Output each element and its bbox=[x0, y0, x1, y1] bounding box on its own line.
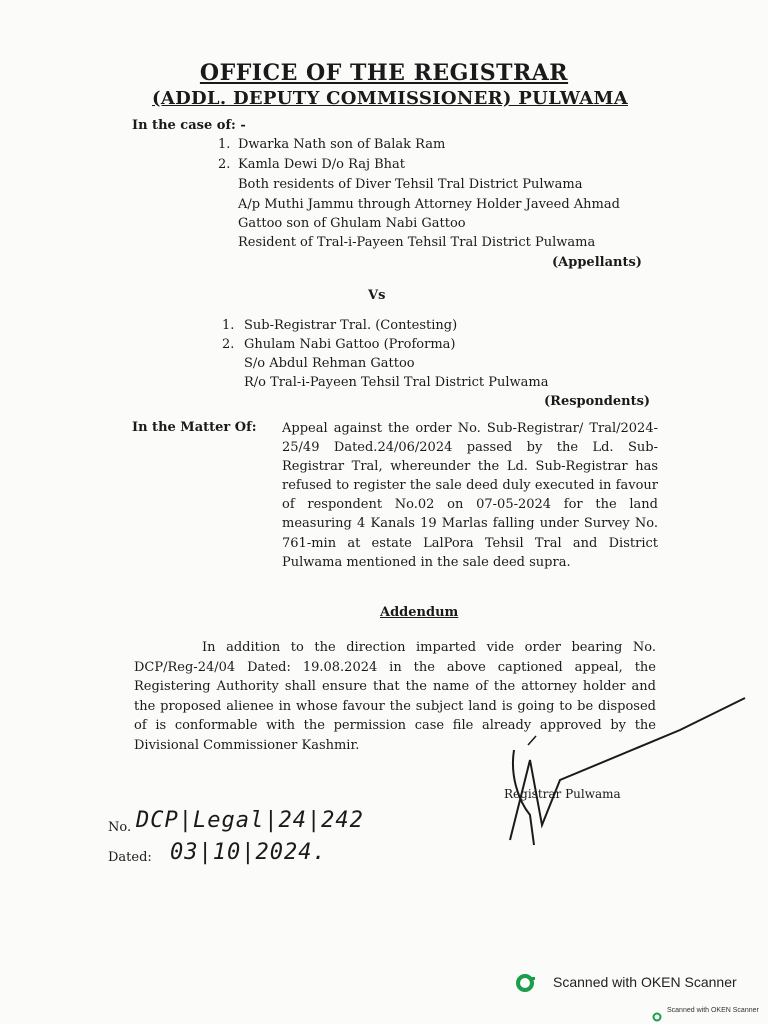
addendum-body: In addition to the direction imparted vide order bearing No. DCP/Reg-24/04 Dated: 19.08.2024 in the above captioned appeal, the Registering Authority shall ensure that the name of the attorney holder and the proposed alienee in whose favour the subject land is going to be disposed of is conformable with the permission case file already approved by the Divisional Commissioner Kashmir. bbox=[134, 640, 656, 753]
appellant-1-num: 1. bbox=[218, 137, 231, 152]
versus-label: Vs bbox=[368, 288, 386, 303]
scanner-watermark: Scanned with OKEN Scanner bbox=[553, 974, 737, 990]
case-label: In the case of: - bbox=[132, 118, 246, 133]
respondent-address-line: R/o Tral-i-Payeen Tehsil Tral District Pulwama bbox=[244, 375, 549, 390]
addendum-heading: Addendum bbox=[380, 605, 459, 620]
respondent-2-name: Ghulam Nabi Gattoo (Proforma) bbox=[244, 337, 456, 352]
signature-mark bbox=[470, 690, 760, 860]
matter-label: In the Matter Of: bbox=[132, 420, 257, 435]
matter-text: Appeal against the order No. Sub-Registrar/ Tral/2024-25/49 Dated.24/06/2024 passed by the Ld. Sub-Registrar Tral, whereunder the Ld. Sub-Registrar has refused to register the sale deed duly executed in favour of respondent No.02 on 07-05-2024 for the land measuring 4 Kanals 19 Marlas falling under Survey No. 761-min at estate LalPora Tehsil Tral and District Pulwama mentioned in the sale deed supra. bbox=[282, 421, 658, 570]
appellant-2-name: Kamla Dewi D/o Raj Bhat bbox=[238, 157, 406, 172]
oken-logo-icon bbox=[516, 973, 536, 993]
dated-value: 03|10|2024. bbox=[170, 840, 327, 865]
appellant-address-line: Gattoo son of Ghulam Nabi Gattoo bbox=[238, 216, 466, 231]
no-value: DCP|Legal|24|242 bbox=[136, 808, 364, 833]
appellant-address-line: A/p Muthi Jammu through Attorney Holder Javeed Ahmad bbox=[238, 197, 620, 212]
scanner-watermark-small: Scanned with OKEN Scanner bbox=[667, 1007, 759, 1014]
dated-label: Dated: bbox=[108, 850, 152, 865]
oken-logo-small-icon bbox=[652, 1007, 662, 1017]
appellant-1-name: Dwarka Nath son of Balak Ram bbox=[238, 137, 446, 152]
respondent-1-name: Sub-Registrar Tral. (Contesting) bbox=[244, 318, 458, 333]
appellant-address-line: Both residents of Diver Tehsil Tral District Pulwama bbox=[238, 177, 583, 192]
respondent-2-num: 2. bbox=[222, 337, 235, 352]
respondent-1-num: 1. bbox=[222, 318, 235, 333]
appellant-address-line: Resident of Tral-i-Payeen Tehsil Tral District Pulwama bbox=[238, 235, 596, 250]
office-title: OFFICE OF THE REGISTRAR bbox=[199, 60, 569, 86]
respondent-address-line: S/o Abdul Rehman Gattoo bbox=[244, 356, 415, 371]
appellants-tag: (Appellants) bbox=[552, 255, 642, 270]
no-label: No. bbox=[108, 820, 132, 835]
signature-label: Registrar Pulwama bbox=[504, 787, 621, 801]
respondents-tag: (Respondents) bbox=[544, 394, 651, 409]
office-subtitle: (ADDL. DEPUTY COMMISSIONER) PULWAMA bbox=[152, 88, 628, 109]
appellant-2-num: 2. bbox=[218, 157, 231, 172]
